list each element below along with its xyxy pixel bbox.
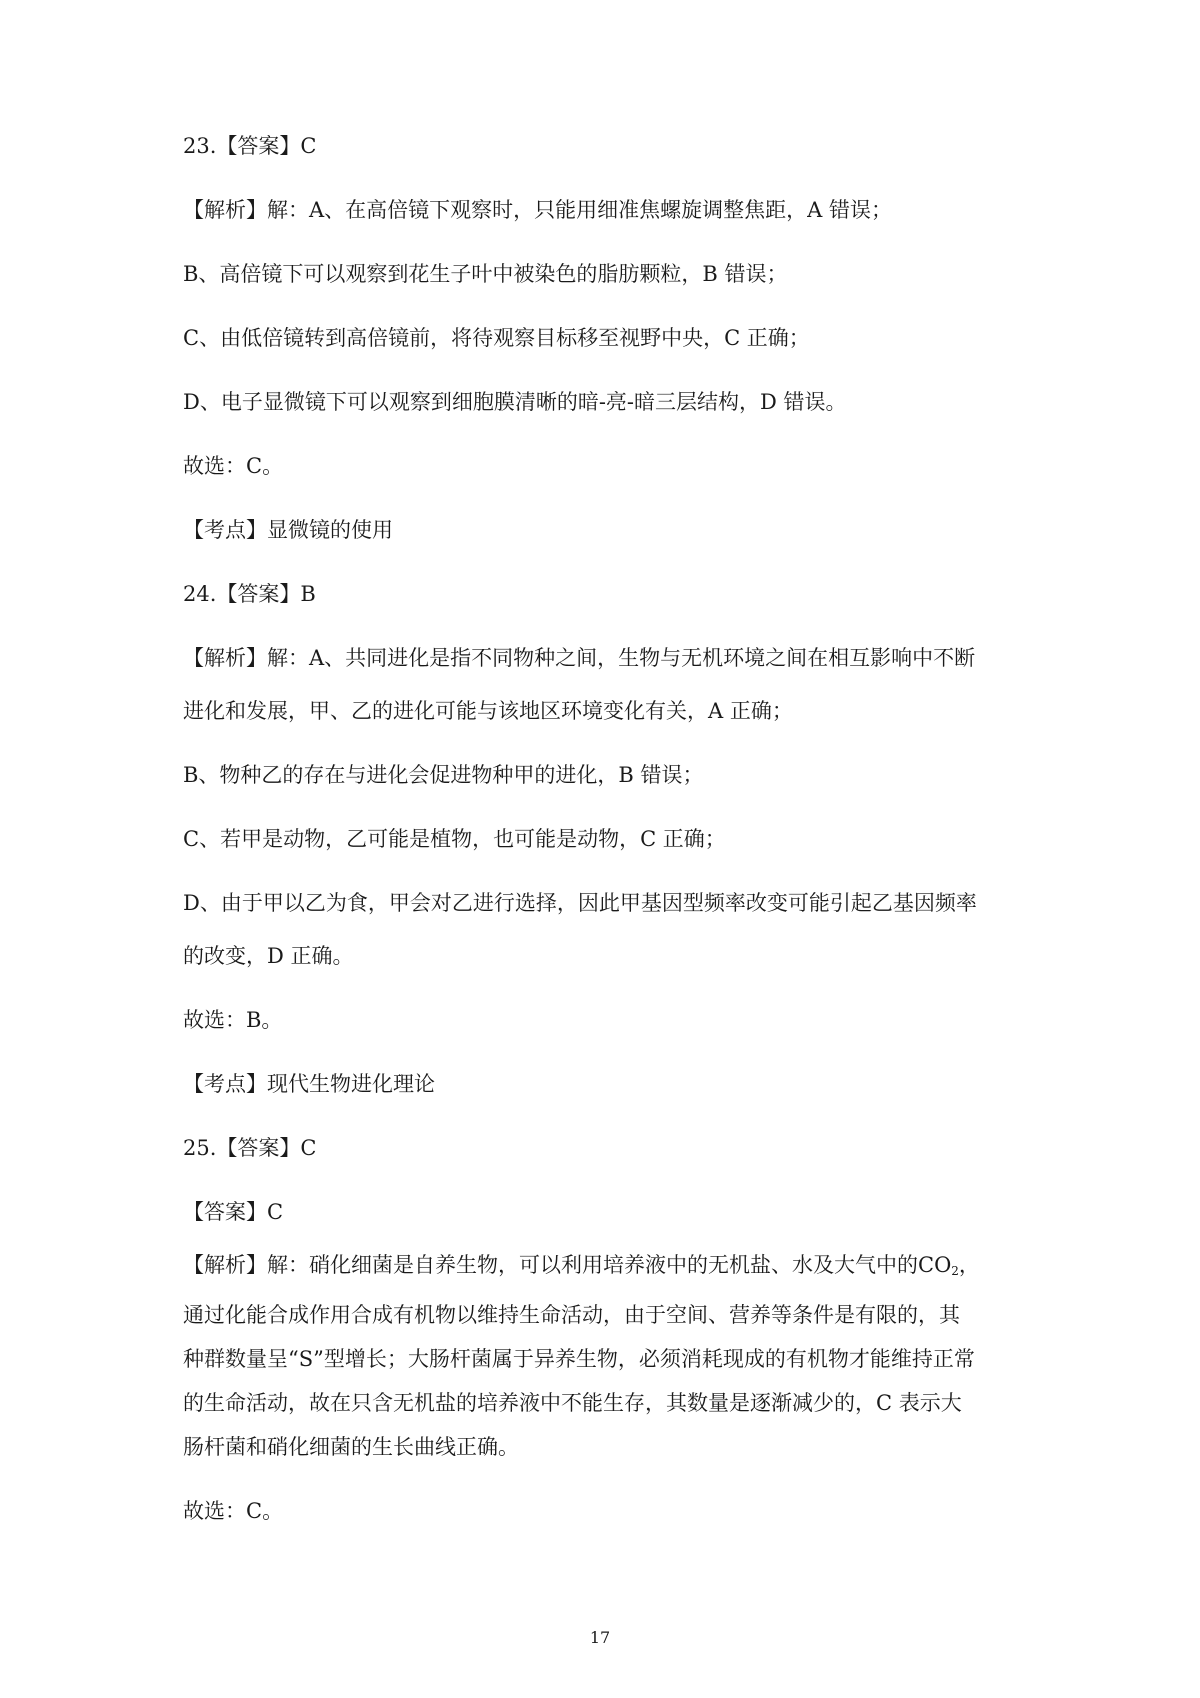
q24-choice: 故选：B。 bbox=[183, 1008, 283, 1032]
q24-analysis-2: 进化和发展，甲、乙的进化可能与该地区环境变化有关，A 正确； bbox=[183, 699, 793, 723]
q23-answer: 23.【答案】C bbox=[183, 134, 317, 158]
q25-choice: 故选：C。 bbox=[183, 1499, 284, 1523]
q25-analysis-1-punct: ， bbox=[958, 1253, 980, 1277]
q23-option-c: C、由低倍镜转到高倍镜前，将待观察目标移至视野中央，C 正确； bbox=[183, 326, 810, 350]
q24-option-d-2: 的改变，D 正确。 bbox=[183, 944, 354, 968]
q25-analysis-1-text: 【解析】解：硝化细菌是自养生物，可以利用培养液中的无机盐、水及大气中的CO bbox=[183, 1253, 952, 1277]
q24-analysis-1: 【解析】解：A、共同进化是指不同物种之间，生物与无机环境之间在相互影响中不断 bbox=[183, 646, 976, 670]
q23-choice: 故选：C。 bbox=[183, 454, 284, 478]
q25-analysis-5: 肠杆菌和硝化细菌的生长曲线正确。 bbox=[183, 1435, 519, 1459]
q25-analysis-3: 种群数量呈“S”型增长；大肠杆菌属于异养生物，必须消耗现成的有机物才能维持正常 bbox=[183, 1347, 975, 1371]
page-number: 17 bbox=[589, 1628, 611, 1647]
q23-analysis: 【解析】解：A、在高倍镜下观察时，只能用细准焦螺旋调整焦距，A 错误； bbox=[183, 198, 893, 222]
q24-option-b: B、物种乙的存在与进化会促进物种甲的进化，B 错误； bbox=[183, 763, 704, 787]
q24-option-d-1: D、由于甲以乙为食，甲会对乙进行选择，因此甲基因型频率改变可能引起乙基因频率 bbox=[183, 891, 977, 915]
q25-answer: 25.【答案】C bbox=[183, 1136, 317, 1160]
q25-analysis-2: 通过化能合成作用合成有机物以维持生命活动，由于空间、营养等条件是有限的，其 bbox=[183, 1303, 960, 1327]
q24-topic: 【考点】现代生物进化理论 bbox=[183, 1072, 435, 1096]
q25-analysis-4: 的生命活动，故在只含无机盐的培养液中不能生存，其数量是逐渐减少的，C 表示大 bbox=[183, 1391, 962, 1415]
q24-option-c: C、若甲是动物，乙可能是植物，也可能是动物，C 正确； bbox=[183, 827, 726, 851]
q25-answer-repeat: 【答案】C bbox=[183, 1200, 284, 1224]
q23-option-d: D、电子显微镜下可以观察到细胞膜清晰的暗-亮-暗三层结构，D 错误。 bbox=[183, 390, 847, 414]
q25-analysis-1 bbox=[183, 1249, 1033, 1287]
co2-subscript: 2 bbox=[951, 1264, 959, 1278]
answer-content bbox=[183, 130, 1033, 1527]
q24-answer: 24.【答案】B bbox=[183, 582, 316, 606]
q23-option-b: B、高倍镜下可以观察到花生子叶中被染色的脂肪颗粒，B 错误； bbox=[183, 262, 788, 286]
q23-topic: 【考点】显微镜的使用 bbox=[183, 518, 393, 542]
